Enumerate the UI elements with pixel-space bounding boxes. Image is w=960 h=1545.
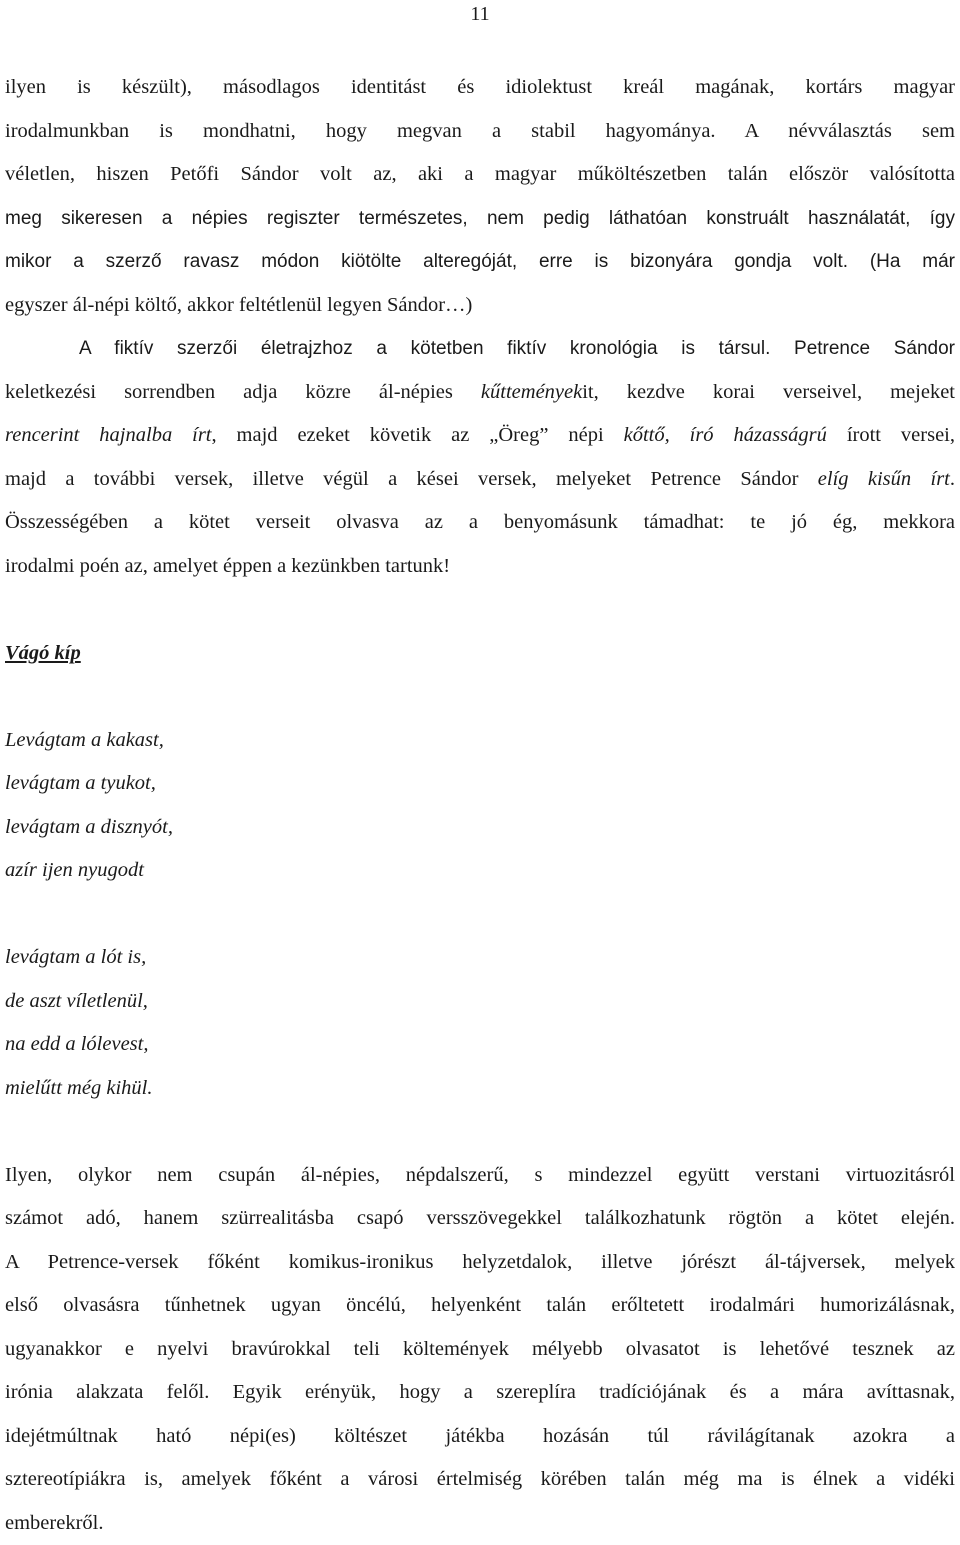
poem xyxy=(5,632,955,1111)
text-line: sztereotípiákra is, amelyek főként a városi értelmiség körében talán még ma is élnek a vidéki xyxy=(5,1458,955,1502)
text-line: Ilyen, olykor nem csupán ál-népies, népdalszerű, s mindezzel együtt verstani virtuozitásról xyxy=(5,1154,955,1198)
italic-term: kőttő, író házasságrú xyxy=(624,424,827,446)
spacer xyxy=(5,588,955,632)
poem-line: levágtam a lót is, xyxy=(5,936,955,980)
spacer xyxy=(5,893,955,937)
text-line: irodalmunkban is mondhatni, hogy megvan a stabil hagyománya. A névválasztás sem xyxy=(5,110,955,154)
text-line: irónia alakzata felől. Egyik erényük, hogy a szereplíra tradíciójának és a mára avíttasnak, xyxy=(5,1371,955,1415)
text-line: emberekről. xyxy=(5,1502,955,1545)
paragraph-3 xyxy=(5,1154,955,1545)
spacer xyxy=(5,675,955,719)
poem-title: Vágó kíp xyxy=(5,632,955,676)
text-line: idejétmúltnak ható népi(es) költészet játékba hozásán túl rávilágítanak azokra a xyxy=(5,1415,955,1459)
text-span: majd a további versek, illetve végül a kései versek, melyeket Petrence Sándor xyxy=(5,468,818,490)
text-line: ilyen is készült), másodlagos identitást és idiolektust kreál magának, kortárs magyar xyxy=(5,66,955,110)
spacer xyxy=(5,1110,955,1154)
text-line: irodalmi poén az, amelyet éppen a kezünkben tartunk! xyxy=(5,545,955,589)
text-span: . xyxy=(950,468,955,490)
poem-line: Levágtam a kakast, xyxy=(5,719,955,763)
text-line: mikor a szerző ravasz módon kiötölte alteregóját, erre is bizonyára gondja volt. (Ha már xyxy=(5,240,955,284)
poem-line: de aszt víletlenül, xyxy=(5,980,955,1024)
text-line: számot adó, hanem szürrealitásba csapó versszövegekkel találkozhatunk rögtön a kötet elején. xyxy=(5,1197,955,1241)
text-line: véletlen, hiszen Petőfi Sándor volt az, aki a magyar műköltészetben talán először valósította xyxy=(5,153,955,197)
text-span: írott versei, xyxy=(827,424,955,446)
italic-term: elíg kisűn írt xyxy=(818,468,950,490)
text-line: első olvasásra tűnhetnek ugyan öncélú, helyenként talán erőltetett irodalmári humorizálásnak, xyxy=(5,1284,955,1328)
poem-line: azír ijen nyugodt xyxy=(5,849,955,893)
poem-line: na edd a lólevest, xyxy=(5,1023,955,1067)
text-span: it, kezdve korai verseivel, mejeket xyxy=(582,381,955,403)
document-body xyxy=(5,66,955,1545)
text-line: meg sikeresen a népies regiszter természetes, nem pedig láthatóan konstruált használatát, így xyxy=(5,197,955,241)
poem-line: levágtam a tyukot, xyxy=(5,762,955,806)
text-line xyxy=(5,414,955,458)
text-span: , majd ezeket követik az „Öreg” népi xyxy=(212,424,624,446)
poem-line: levágtam a disznyót, xyxy=(5,806,955,850)
text-line: A Petrence-versek főként komikus-ironikus helyzetdalok, illetve jórészt ál-tájversek, melyek xyxy=(5,1241,955,1285)
poem-line: mielűtt még kihül. xyxy=(5,1067,955,1111)
text-line: Összességében a kötet verseit olvasva az a benyomásunk támadhat: te jó ég, mekkora xyxy=(5,501,955,545)
italic-term: rencerint hajnalba írt xyxy=(5,424,212,446)
paragraph-2 xyxy=(5,327,955,588)
text-line xyxy=(5,458,955,502)
text-line: egyszer ál-népi költő, akkor feltétlenül legyen Sándor…) xyxy=(5,284,955,328)
page-number: 11 xyxy=(0,3,960,25)
paragraph-1 xyxy=(5,66,955,327)
text-span: keletkezési sorrendben adja közre ál-népies xyxy=(5,381,481,403)
text-line: ugyanakkor e nyelvi bravúrokkal teli költemények mélyebb olvasatot is lehetővé tesznek az xyxy=(5,1328,955,1372)
italic-term: kűttemények xyxy=(481,381,582,403)
text-line: A fiktív szerzői életrajzhoz a kötetben fiktív kronológia is társul. Petrence Sándor xyxy=(5,327,955,371)
text-line xyxy=(5,371,955,415)
